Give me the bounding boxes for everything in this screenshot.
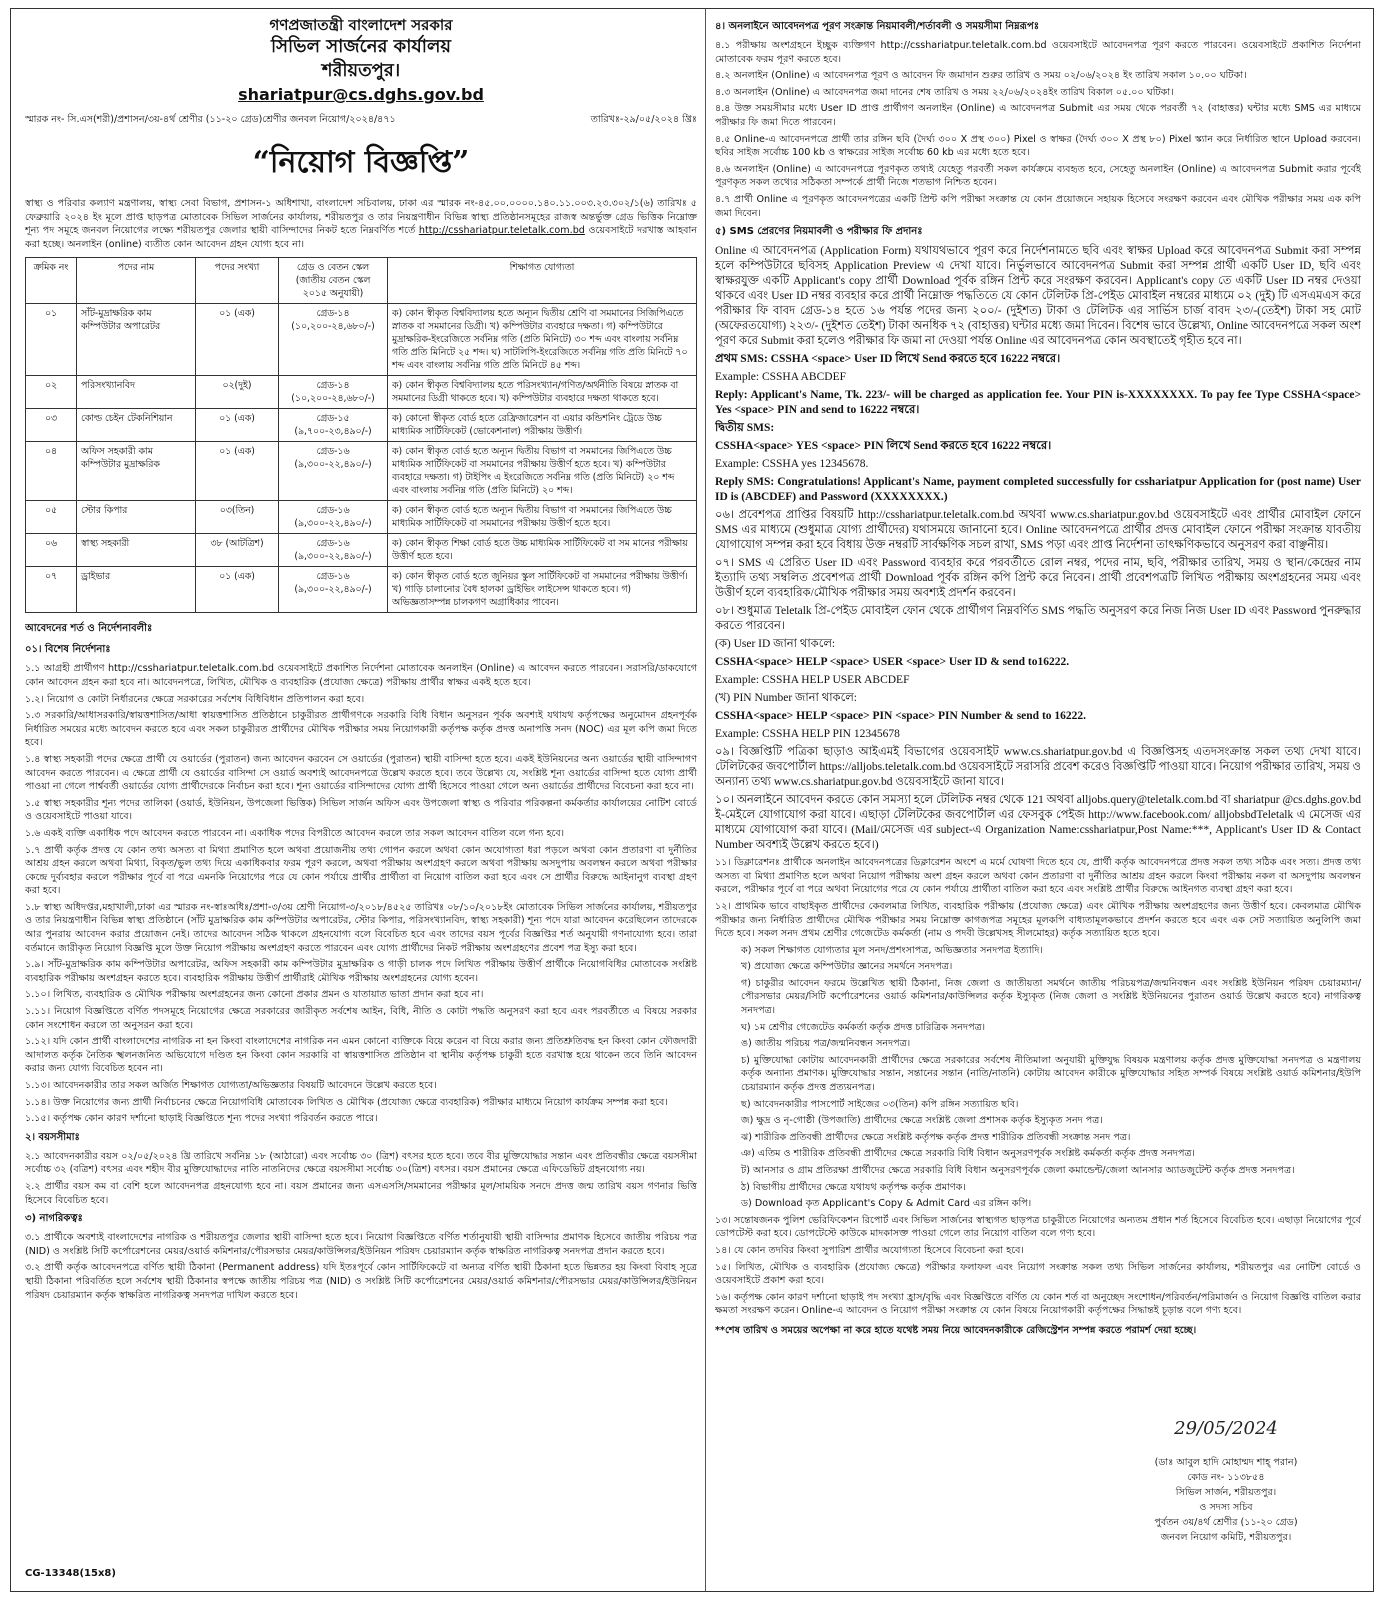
post-cell: পরিসংখ্যানবিদ: [77, 376, 196, 409]
grade-text: গ্রেড-১৫: [316, 413, 350, 425]
signatory-role: ও সদস্য সচিব: [1199, 1502, 1253, 1513]
clause-item: ৪.৪ উক্ত সময়সীমার মধ্যে User ID প্রাপ্ত প্রার্থীগণ অনলাইন (Online) এ আবেদনপত্র Submit এর সময় থেকে পরবর্তী ৭২ (বাহাত্তর) ঘন্টার মধ্যে SMS এর মাধ্যমে পরীক্ষার ফি জমা দিতে পারবেন।: [715, 103, 1361, 128]
section12-list: [715, 944, 1361, 1211]
section8: ০৮। শুধুমাত্র Teletalk প্রি-পেইড মোবাইল ফোন থেকে প্রার্থীগণ নিম্নবর্ণিত SMS পদ্ধতি অনুসরণ করে নিজ নিজ User ID এবং Password পুনরুদ্ধার করতে পারবেন।: [715, 605, 1361, 633]
col-sl: ক্রমিক নং: [26, 258, 77, 304]
left-column: [25, 15, 697, 1585]
office-name: সিভিল সার্জনের কার্যালয়: [270, 36, 452, 57]
col-post: পদের নাম: [77, 258, 196, 304]
grade-text: গ্রেড-১৪: [316, 380, 350, 392]
grade-text: গ্রেড-১৪: [316, 308, 350, 320]
scale-text: (৯,৩০০-২২,৪৯০/-): [294, 459, 372, 471]
sms2-reply: Reply SMS: Congratulations! Applicant's Name, payment completed successfully for csshariatpur Application for (post name) User ID is (ABCDEF) and Password (XXXXXXXX.): [715, 476, 1361, 504]
section8-kha: (খ) PIN Number জানা থাকলে:: [715, 692, 857, 705]
intro-paragraph: স্বাস্থ্য ও পরিবার কল্যাণ মন্ত্রণালয়, স্বাস্থ্য সেবা বিভাগ, প্রশাসন-১ অধিশাখা, বাংলাদেশ সচিবালয়, ঢাকা এর স্মারক নং-৪৫.০০.০০০০.১৪০.১১.০০৩.২৩.৩০২/১(৬) তারিখঃ ৫ ফেব্রুয়ারি ২০২৪ ইং মূলে প্রাপ্ত ছাড়পত্র মোতাবেক সিভিল সার্জনের কার্যালয়, শরীয়তপুর ও তার নিয়ন্ত্রণাধীন বিভিন্ন স্বাস্থ্য প্রতিষ্ঠানসমূহের রাজস্ব অন্তর্ভুক্ত গ্রেড ভিত্তিক নিম্নোক্ত শূন্য পদ সমূহে জনবল নিয়োগের লক্ষ্যে শরীয়তপুর জেলার স্থায়ী বাসিন্দাদের নিকট হতে নিম্নবর্ণিত শর্তে http://csshariatpur.teletalk.com.bd ওয়েবসাইটে দরখাস্ত আহবান করা হচ্ছে। অনলাইন (online) ব্যতীত কোন আবেদন গ্রহন যোগ্য হবে না।: [25, 198, 697, 250]
document-item: চ) মুক্তিযোদ্ধা কোটায় আবেদনকারী প্রার্থীদের ক্ষেত্রে সরকারের সর্বশেষ নীতিমালা অনুযায়ী মুক্তিযুদ্ধ বিষয়ক মন্ত্রণালয় কর্তৃক প্রদত্ত মুক্তিযোদ্ধা সনদপত্র ও মন্ত্রণালয় কর্তৃক অন্যান্য প্রমাণক। মুক্তিযোদ্ধার সন্তান, সন্তানের সন্তান (নাতি/নাতনি) কোটায় আবেদন কারীকে মুক্তিযোদ্ধার সহিত সম্পর্ক বিষয়ে সংশ্লিষ্ট ওয়ার্ড কমিশনার/ইউপি চেয়ারম্যান কর্তৃক প্রদত্ত প্রত্যয়নপত্র।: [741, 1054, 1361, 1094]
sms2-heading: দ্বিতীয় SMS:: [715, 422, 775, 435]
section3-heading: ৩) নাগরিকত্বঃ: [25, 1213, 83, 1225]
document-item: ট) আনসার ও গ্রাম প্রতিরক্ষা প্রার্থীদের ক্ষেত্রে সরকারি বিধি বিধান অনুসরণপূর্বক জেলা কমান্ডেন্ট/জেলা আনসার অ্যাডজুটেন্ট কর্তৃক প্রদত্ত সনদপত্র।: [741, 1165, 1295, 1176]
qualification-cell: ক) কোন স্বীকৃত শিক্ষা বোর্ড হতে উচ্চ মাধ্যমিক সার্টিফিকেট বা সম মানের পরীক্ষায় উত্তীর্ণ হতে হবে।: [388, 534, 697, 567]
grade-cell: [279, 376, 388, 409]
section1-list: [25, 662, 697, 1125]
document-item: ঝ) শারীরিক প্রতিবন্ধী প্রার্থীদের ক্ষেত্রে সংশ্লিষ্ট কর্তৃপক্ষ কর্তৃক প্রদত্ত শারীরিক প্রতিবন্ধী সংক্রান্ত সনদ পত্র।: [741, 1131, 1131, 1143]
col-count: পদের সংখ্যা: [196, 258, 279, 304]
vacancy-table: [25, 257, 697, 613]
grade-text: গ্রেড-১৬: [316, 571, 350, 583]
document-item: ঘ) ১ম শ্রেণীর গেজেটেড কর্মকর্তা কর্তৃক প্রদত্ত চারিত্রিক সনদপত্র।: [741, 1021, 986, 1033]
post-cell: অফিস সহকারী কাম কম্পিউটার মুদ্রাক্ষরিক: [77, 442, 196, 501]
document-item: ঠ) বিভাগীয় প্রার্থীদের ক্ষেত্রে যথাযথ কর্তৃপক্ষ কর্তৃক প্রমাণক।: [741, 1181, 966, 1193]
qualification-cell: ক) কোন স্বীকৃত বোর্ড হতে জুনিয়র স্কুল সার্টিফিকেট বা সমমানের পরীক্ষায় উত্তীর্ণ। খ) গাড়ি চালানোর বৈধ হালকা ড্রাইভিং লাইসেন্স থাকতে হবে। গ) অভিজ্ঞতাসম্পন্ন চালকগণ অগ্রাধিকার পাবেন।: [388, 567, 697, 613]
memo-number: স্মারক নং- সি.এস(শরী)/প্রশাসন/৩য়-৪র্থ শ্রেণীর (১১-২০ গ্রেড)শ্রেণীর জনবল নিয়োগ/২০২৪/৪৭১: [25, 114, 396, 125]
scale-text: (১০,২০০-২৪,৬৮০/-): [291, 321, 375, 333]
section4-heading: ৪। অনলাইনে আবেদনপত্র পূরণ সংক্রান্ত নিয়মাবলী/শর্তাবলী ও সময়সীমা নিম্নরূপঃ: [715, 21, 1040, 32]
committee-line2: জনবল নিয়োগ কমিটি, শরীয়তপুর।: [1160, 1532, 1292, 1543]
deadline-note: **শেষ তারিখ ও সময়ের অপেক্ষা না করে হাতে যথেষ্ট সময় নিয়ে আবেদনকারীকে রেজিস্ট্রেশন সম্পন্ন করতে পরামর্শ দেয়া হচ্ছে।: [715, 1324, 1197, 1336]
clause-item: ৪.৫ Online-এ আবেদনপত্রে প্রার্থী তার রঙ্গিন ছবি (দৈর্ঘ্য ৩০০ X প্রস্থ ৩০০) Pixel ও স্বাক্ষর (দৈর্ঘ্য ৩০০ X প্রস্থ ৮০) Pixel স্ক্যান করে নির্ধারিত স্থানে Upload করবেন। ছবির সাইজ সর্বোচ্চ 100 kb ও স্বাক্ষরের সাইজ সর্বোচ্চ 60 kb এর মধ্যে হতে হবে।: [715, 133, 1361, 159]
section1-heading: ০১। বিশেষ নির্দেশনাঃ: [25, 644, 111, 656]
grade-text: গ্রেড-১৬: [316, 505, 350, 517]
sms1-heading: প্রথম SMS: CSSHA <space> User ID লিখে Send করতে হবে 16222 নম্বরে।: [715, 353, 1061, 366]
clause-item: ১.৫ স্বাস্থ্য সহকারীর শূন্য পদের তালিকা (ওয়ার্ড, ইউনিয়ন, উপজেলা ভিত্তিক) সিভিল সার্জন অফিস এবং উপজেলা স্বাস্থ্য ও পরিবার পরিকল্পনা কর্মকর্তার কার্যালয়ের নোটিশ বোর্ডে ও ওয়েবসাইটে পাওয়া যাবে।: [25, 797, 697, 823]
clause-item: ২.২ প্রার্থীর বয়স কম বা বেশি হলে আবেদনপত্র গ্রহনযোগ্য হবে না। বয়স প্রমানের জন্য এসএসসি/সমমানের পরীক্ষার মূল/সাময়িক সনদে প্রদত্ত জন্ম তারিখ বয়স গণনার ভিত্তি হিসেবে বিবেচিত হবে।: [25, 1180, 697, 1206]
section8-ka-line: CSSHA<space> HELP <space> USER <space> User ID & send to16222.: [715, 656, 1070, 669]
count-cell: ০২(দুই): [196, 376, 279, 409]
clause-item: ৪.৭ প্রার্থী Online এ পূরণকৃত আবেদনপত্রের একটি প্রিন্ট কপি পরীক্ষা সংক্রান্ত যে কোন প্রয়োজনে সহায়ক হিসেবে সংরক্ষণ করবেন এবং মৌখিক পরীক্ষার সময় এক কপি জমা দিবেন।: [715, 193, 1361, 219]
qualification-cell: ক) কোন স্বীকৃত বিশ্ববিদ্যালয় হতে পরিসংখ্যান/গণিত/অর্থনীতি বিষয়ে স্নাতক বা সমমানের ডিগ্রী থাকতে হবে। খ) কম্পিউটার ব্যবহারে দক্ষতা থাকতে হবে।: [388, 376, 697, 409]
scale-text: (৯,৩০০-২২,৪৯০/-): [294, 551, 372, 563]
section3-list: [25, 1231, 697, 1302]
sl-cell: ০১: [26, 304, 77, 376]
clause-item: ৩.২ প্রার্থী কর্তৃক আবেদনপত্রে বর্ণিত স্থায়ী ঠিকানা (Permanent address) যদি ইতঃপূর্বে কোন সার্টিফিকেটে বা অন্যত্র বর্ণিত স্থায়ী ঠিকানা হতে ভিন্নতর হয় কিংবা বিবাহ সূত্রে স্থায়ী ঠিকানা পরিবর্তিত হলে সর্বশেষ স্থায়ী ঠিকানার স্বপক্ষে জাতীয় পরিচয় পত্র (NID) ও সংশ্লিষ্ট সিটি কর্পোরেশনের মেয়র/ওয়ার্ড কমিশনার/পৌরসভার মেয়র/কাউন্সিলর/ইউনিয়ন পরিষদ চেয়ারম্যান কর্তৃক স্বাক্ষরিত নাগরিকত্ব সনদপত্র দাখিল করতে হবে।: [25, 1262, 697, 1301]
sl-cell: ০৩: [26, 409, 77, 442]
document-item: ঙ) জাতীয় পরিচয় পত্র/জন্মনিবন্ধন সনদপত্র।: [741, 1038, 911, 1050]
section7: ০৭। SMS এ প্রেরিত User ID এবং Password ব্যবহার করে পরবর্তীতে রোল নম্বর, পদের নাম, ছবি, পরীক্ষার তারিখ, সময় ও স্থান/কেন্দ্রের নাম ইত্যাদি তথ্য সম্বলিত প্রবেশপত্র প্রার্থী Download পূর্বক রঙ্গিন কপি প্রিন্ট করে নিবেন। প্রার্থী প্রবেশপত্রটি লিখিত পরীক্ষায় অংশগ্রহনের সময় এবং উত্তীর্ণ হলে ব্যবহারিক/মৌখিক পরীক্ষার সময় অবশ্যই প্রদর্শন করবেন।: [715, 557, 1361, 600]
document-item: ছ) আবেদনকারীর পাসপোর্ট সাইজের ০৩(তিন) কপি রঙ্গিন সত্যায়িত ছবি।: [741, 1098, 1019, 1110]
table-row: [26, 534, 697, 567]
table-row: [26, 442, 697, 501]
clause-item: ২.১ আবেদনকারীর বয়স ০২/০৫/২০২৪ খ্রি তারিখে সর্বনিম্ন ১৮ (আঠারো) এবং সর্বোচ্চ ৩০ (ত্রিশ) বৎসর হতে হবে। তবে বীর মুক্তিযোদ্ধার সন্তান এবং প্রতিবন্ধীর ক্ষেত্রে বয়সসীমা সর্বোচ্চ ৩২ (বত্রিশ) বৎসর এবং শহীদ বীর মুক্তিযোদ্ধাদের নাতি নাতনিদের ক্ষেত্রে বয়সসীমা সর্বোচ্চ ৩০(ত্রিশ) বৎসর। বয়স প্রমানের ক্ষেত্রে এফিডেভিট গ্রহনযোগ্য নয়।: [25, 1150, 697, 1176]
sms-instructions: Online এ আবেদনপত্র (Application Form) যথাযথভাবে পূরণ করে নির্দেশনামতে ছবি এবং স্বাক্ষর Upload করে আবেদনপত্র Submit করা সম্পন্ন হলে কম্পিউটারে ছবিসহ Application Preview এ দেখা যাবে। নির্ভুলভাবে আবেদনপত্র Submit করা সম্পন্ন প্রার্থী একটি User ID, ছবি এবং স্বাক্ষরযুক্ত একটি Applicant's copy প্রার্থী Download পূর্বক রঙ্গিন প্রিন্ট করে সংরক্ষণ করবেন। Applicant's copy তে একটি User ID নম্বর দেওয়া থাকবে এবং User ID নম্বর ব্যবহার করে প্রার্থী নিম্নোক্ত পদ্ধতিতে যে কোন টেলিটক প্রি-পেইড মোবাইল নম্বরের মাধ্যমে ০২ (দুই) টি এসএমএস করে পরীক্ষার ফি বাবদ গ্রেড-১৪ হতে ১৬ পর্যন্ত পদের জন্য ২০০/- (দুইশত) টাকা ও টেলিটক এর সার্ভিস চার্জ বাবদ ২৩/-(তেইশ) টাকা সহ মোট (অফেরতযোগ্য) ২২৩/- (দুইশত তেইশ) টাকা অনধিক ৭২ (বাহাত্তর) ঘন্টার মধ্যে জমা দিবেন। বিশেষ ভাবে উল্লেখ্য, Online আবেদনপত্রে সকল অংশ পূরণ করে Submit করা হলেও পরীক্ষার ফি জমা না দেওয়া পর্যন্ত Online এর আবেদনপত্র কোন অবস্থাতেই গৃহীত হবে না।: [715, 245, 1361, 348]
post-cell: স্বাস্থ্য সহকারী: [77, 534, 196, 567]
section8-ka: (ক) User ID জানা থাকলে:: [715, 638, 836, 651]
clause-item: ১.১২। যদি কোন প্রার্থী বাংলাদেশের নাগরিক না হন কিংবা বাংলাদেশের নাগরিক নন এমন কোনো ব্যক্তিকে বিয়ে করেন বা বিয়ে করার জন্য প্রতিশ্রুতিবদ্ধ হন কিংবা কোন ফৌজদারী আদালত কর্তৃক নৈতিক স্খলনজনিত অভিযোগে দণ্ডিত হন কিংবা কোন সরকারি বা স্বায়ত্তশাসিত প্রতিষ্ঠান বা স্থানীয় কর্তৃপক্ষ চাকুরী হতে বরখাস্ত হয়ে থাকেন তবে তিনি আবেদন করার জন্য যোগ্য বিবেচিত হবেন না।: [25, 1036, 697, 1075]
signatory-code: কোড নং- ১১৩৮৫৪: [1187, 1472, 1265, 1483]
office-email: shariatpur@cs.dghs.gov.bd: [238, 85, 484, 104]
section8-kha-line: CSSHA<space> HELP <space> PIN <space> PIN Number & send to 16222.: [715, 710, 1087, 723]
table-header-row: [26, 258, 697, 304]
sms1-example: Example: CSSHA ABCDEF: [715, 371, 846, 384]
section2-list: [25, 1150, 697, 1207]
count-cell: ৩৮ (আটত্রিশ): [196, 534, 279, 567]
document-item: জ) ক্ষুদ্র ও নৃ-গোষ্ঠী (উপজাতি) প্রার্থীদের ক্ষেত্রে সংশ্লিষ্ট জেলা প্রশাসক কর্তৃক ইস্যুকৃত সনদ পত্র।: [741, 1115, 1103, 1127]
section12: ১২। প্রাথমিক ভাবে বাছাইকৃত প্রার্থীদের কেবলমাত্র লিখিত, ব্যবহারিক পরীক্ষায় (প্রযোজ্য ক্ষেত্রে) এবং মৌখিক পরীক্ষায় অংশগ্রহণের জন্য উত্তীর্ণ হবে। কেবলমাত্র মৌখিক পরীক্ষার জন্য নির্ধারিত প্রার্থীদের মৌখিক পরীক্ষার সময় নিম্নোক্ত কাগজপত্র সমূহের মূলকপি বাধ্যতামূলকভাবে প্রদর্শন করতে হবে এবং এক সেট সত্যায়িত অনুলিপি জমা দিতে হবে। সকল সনদ প্রথম শ্রেণীর গেজেটেড কর্মকর্তা (নাম ও পদবী উল্লেখসহ সীলমোহর) কর্তৃক সত্যায়িত হতে হবে।: [715, 900, 1361, 940]
section14: ১৪। যে কোন তদবির কিংবা সুপারিশ প্রার্থীর অযোগ্যতা হিসেবে বিবেচনা করা হবে।: [715, 1244, 1024, 1256]
clause-item: ১.১৩। আবেদনকারীর তার সকল অর্জিত শিক্ষাগত যোগ্যতা/অভিজ্ঞতার বিষয়টি আবেদনে উল্লেখ করতে হবে।: [25, 1080, 437, 1091]
clause-item: ১.২। নিয়োগ ও কোটা নির্ধারনের ক্ষেত্রে সরকারের সর্বশেষ বিধিবিধান প্রতিপালন করা হবে।: [25, 693, 365, 705]
grade-cell: [279, 442, 388, 501]
count-cell: ০১ (এক): [196, 304, 279, 376]
clause-item: ১.৩ সরকারি/আধাসরকারি/স্বায়ত্তশাসিত/আধা স্বায়ত্তশাসিত প্রতিষ্ঠানে চাকুরীরত প্রার্থীগণকে সরকারি বিধি বিধান অনুসরন পূর্বক অবশ্যই যথাযথ কর্তৃপক্ষের অনুমোদন গ্রহনপূর্বক নির্ধারিত সময়ের মধ্যে আবেদন করতে হবে এবং সকল চাকুরীরত প্রার্থীদের মৌখিক পরীক্ষার সময় নিয়োগকারী কর্তৃপক্ষ কর্তৃক প্রদত্ত অনাপত্তি সনদ (NOC) এর মূল কপি জমা দিতে হবে।: [25, 710, 697, 749]
count-cell: ০৩(তিন): [196, 501, 279, 534]
clause-item: ১.৯। সাঁট-মুদ্রাক্ষরিক কাম কম্পিউটার অপারেটর, অফিস সহকারী কাম কম্পিউটার মুদ্রাক্ষরিক ও গাড়ী চালক পদে লিখিত পরীক্ষায় উত্তীর্ণ প্রার্থীকে নিয়োগবিধির মোতাবেক সংশ্লিষ্ট ব্যবহারিক পরীক্ষায় অংশগ্রহন করতে হবে। ব্যবহারিক পরীক্ষায় উত্তীর্ণ প্রার্থীরাই মৌখিক পরীক্ষায় অংশগ্রহনের যোগ্য হবেন।: [25, 959, 697, 984]
section4-list: [715, 39, 1361, 220]
notice-title: “নিয়োগ বিজ্ঞপ্তি”: [252, 145, 470, 180]
post-cell: সাঁট-মুদ্রাক্ষরিক কাম কম্পিউটার অপারেটর: [77, 304, 196, 376]
signatory-title: সিভিল সার্জন, শরীয়তপুর।: [1175, 1487, 1277, 1498]
qualification-cell: ক) কোন স্বীকৃত বোর্ড হতে অন্যূন দ্বিতীয় বিভাগ বা সমমানের জিপিএতে উচ্চ মাধ্যমিক সার্টিফিকেট বা সমমানের পরীক্ষায় উত্তীর্ণ হতে হবে।: [388, 501, 697, 534]
grade-cell: [279, 409, 388, 442]
sl-cell: ০৭: [26, 567, 77, 613]
col-grade: গ্রেড ও বেতন স্কেল (জাতীয় বেতন স্কেল ২০১৫ অনুযায়ী): [279, 258, 388, 304]
clause-item: ১.১৪। উক্ত নিয়োগের জন্য প্রার্থী নির্বাচনের ক্ষেত্রে নিয়োগবিধি মোতাবেক লিখিত ও মৌখিক (প্রযোজ্য ক্ষেত্রে ব্যবহারিক) পরীক্ষার মাধ্যমে নিয়োগ কার্যক্রম সম্পন্ন করা হবে।: [25, 1096, 668, 1108]
sl-cell: ০২: [26, 376, 77, 409]
clause-item: ৪.৬ অনলাইন (Online) এ আবেদনপত্রে পূরণকৃত তথ্যই যেহেতু পরবর্তী সকল কার্যক্রমে ব্যবহৃত হবে, সেহেতু অনলাইন (Online) এ আবেদনপত্র Submit করার পূর্বেই পূরণকৃত সকল তথ্যের সঠিকতা সম্পর্কে প্রার্থী নিজে শতভাগ নিশ্চিত হবেন।: [715, 163, 1361, 189]
document-item: ড) Download কৃত Applicant's Copy & Admit Card এর রঙ্গিন কপি।: [741, 1198, 1032, 1210]
notice-page: [10, 8, 1374, 1592]
qualification-cell: ক) কোনো স্বীকৃত বোর্ড হতে রেফ্রিজারেশন বা এয়ার কন্ডিশনিং ট্রেডে উচ্চ মাধ্যমিক সার্টিফিকেট (ভোকেশনাল) পরীক্ষায় উত্তীর্ণ।: [388, 409, 697, 442]
column-divider: [705, 9, 706, 1591]
sl-cell: ০৪: [26, 442, 77, 501]
section13: ১৩। সন্তোষজনক পুলিশ ভেরিফিকেশন রিপোর্ট এবং সিভিল সার্জনের স্বাস্থ্যগত ছাড়পত্র চাকুরীতে নিয়োগের অন্যতম প্রধান শর্ত হিসেবে বিবেচিত হবে। এছাড়া নিয়োগের পূর্বে ডোপটেস্ট করা হবে। ডোপটেস্টে কাউকে মাদকাসক্ত পাওয়া গেলে তার নিয়োগ বাতিল বলে গণ্য হবে।: [715, 1214, 1361, 1240]
count-cell: ০১ (এক): [196, 409, 279, 442]
terms-heading: আবেদনের শর্ত ও নির্দেশনাবলীঃ: [25, 623, 153, 635]
section15: ১৫। লিখিত, মৌখিক ও ব্যবহারিক (প্রযোজ্য ক্ষেত্রে) পরীক্ষার ফলাফল এবং নিয়োগ সংক্রান্ত সকল তথ্য সিভিল সার্জনের কার্যালয়, শরীয়তপুর এর নোটিশ বোর্ডে ও ওয়েবসাইটে প্রকাশ করা হবে।: [715, 1261, 1361, 1287]
grade-text: গ্রেড-১৬: [316, 446, 350, 458]
qualification-cell: ক) কোন স্বীকৃত বিশ্ববিদ্যালয় হতে অন্যূন দ্বিতীয় শ্রেণি বা সমমানের সিজিপিএতে স্নাতক বা সমমানের ডিগ্রী। খ) কম্পিউটার ব্যবহারে দক্ষতা। গ) কম্পিউটারে মুদ্রাক্ষরিক-ইংরেজিতে সর্বনিম্ন গতি (প্রতি মিনিটে) ৩০ শব্দ এবং বাংলায় সর্বনিম্ন গতি প্রতি মিনিটে ২৫ শব্দ। ঘ) সাটলিপি-ইংরেজিতে সর্বনিম্ন গতি প্রতি মিনিটে ৭০ শব্দ এবং বাংলায় সর্বনিম্ন গতি প্রতি মিনিটে ৪৫ শব্দ।: [388, 304, 697, 376]
section11: ১১। ডিক্লারেশনঃ প্রার্থীকে অনলাইন আবেদনপত্রের ডিক্লারেশন অংশে এ মর্মে ঘোষণা দিতে হবে যে, প্রার্থী কর্তৃক আবেদনপত্রে প্রদত্ত সকল তথ্য সঠিক এবং সত্য। প্রদত্ত তথ্য অসত্য বা মিথ্যা প্রমাণিত হলে অথবা নিয়োগ পরীক্ষায় অংশ গ্রহন করলে অথবা কোন প্রতারণা বা দুর্নীতির আশ্রয় গ্রহন করলে কিংবা পরীক্ষায় নকল বা অসদুপায় অবলম্বন করলে, পরীক্ষার পূর্বে বা পরে অথবা নিয়োগের পরে যে কোন পর্যায়ে প্রার্থীতা বাতিল করা হবে এবং সংশ্লিষ্ট প্রার্থীর বিরুদ্ধে আইনগত ব্যবস্থা গ্রহণ করা হবে।: [715, 857, 1361, 896]
section16: ১৬। কর্তৃপক্ষ কোন কারণ দর্শানো ছাড়াই পদ সংখ্যা হ্রাস/বৃদ্ধি এবং বিজ্ঞপ্তিতে বর্ণিত যে কোন শর্ত বা অনুচ্ছেদ সংশোধন/পরিবর্তন/পরিমার্জন ও নিয়োগ বিজ্ঞপ্তি বাতিল করার ক্ষমতা সংরক্ষণ করেন। Online-এ আবেদন ও নিয়োগ পরীক্ষা সংক্রান্ত যে কোন বিষয়ে নিয়োগকারী কর্তৃপক্ষের সিদ্ধান্তই চূড়ান্ত বলে গণ্য হবে।: [715, 1291, 1361, 1317]
clause-item: ১.৬ একই ব্যক্তি একাধিক পদে আবেদন করতে পারবেন না। একাধিক পদের বিপরীতে আবেদন করলে তার সকল আবেদন বাতিল বলে গন্য হবে।: [25, 827, 565, 839]
clause-item: ১.১০। লিখিত, ব্যবহারিক ও মৌখিক পরীক্ষায় অংশগ্রহনের জন্য কোনো প্রকার প্রমন ও যাতায়াত ভাতা প্রদান করা হবে না।: [25, 989, 484, 1001]
section6: ০৬। প্রবেশপত্র প্রাপ্তির বিষয়টি http://csshariatpur.teletalk.com.bd অথবা www.cs.shariatpur.gov.bd ওয়েবসাইটে এবং প্রার্থীর মোবাইল ফোনে SMS এর মাধ্যমে (শুধুমাত্র যোগ্য প্রার্থীদের) যথাসময়ে জানানো হবে। Online আবেদনপত্রে প্রার্থীর প্রদত্ত মোবাইল ফোনে পরীক্ষা সংক্রান্ত যাবতীয় যোগাযোগ সম্পন্ন করা হবে বিধায় উক্ত নম্বরটি সার্বক্ষণিক সচল রাখা, SMS পড়া এবং প্রাপ্ত নির্দেশনা তাৎক্ষণিকভাবে অনুসরণ করা বাঞ্ছনীয়।: [715, 509, 1361, 552]
document-item: ঞ) এতিম ও শারীরিক প্রতিবন্ধী প্রার্থীদের ক্ষেত্রে সরকারি বিধি বিধান অনুসরণপূর্বক সংশ্লিষ্ট কর্মকর্তা কর্তৃক প্রদত্ত সনদপত্র।: [741, 1148, 1195, 1160]
count-cell: ০১ (এক): [196, 442, 279, 501]
scale-text: (৯,৭০০-২৩,৪৯০/-): [294, 426, 372, 438]
table-row: [26, 567, 697, 613]
qualification-cell: ক) কোন স্বীকৃত বোর্ড হতে অন্যূন দ্বিতীয় বিভাগ বা সমমানের জিপিএতে উচ্চ মাধ্যমিক সার্টিফিকেট বা সমমানের পরীক্ষায় উত্তীর্ণ হতে হবে। খ) কম্পিউটার ব্যবহারে দক্ষতা। গ) টাইপিং এ ইংরেজিতে সর্বনিম্ন গতি (প্রতি মিনিটে) ২০ শব্দ এবং বাংলায় সর্বনিম্ন গতি (প্রতি মিনিটে) ২০ শব্দ।: [388, 442, 697, 501]
post-cell: কোল্ড চেইন টেকনিশিয়ান: [77, 409, 196, 442]
scale-text: (৯,৩০০-২২,৪৯০/-): [294, 584, 372, 596]
sl-cell: ০৫: [26, 501, 77, 534]
signature-block: [1111, 1418, 1341, 1545]
sl-cell: ০৬: [26, 534, 77, 567]
signatory-name: (ডাঃ আবুল হাদি মোহাম্মদ শাহ্ পরান): [1154, 1457, 1298, 1468]
clause-item: ১.৮ স্বাস্থ্য অধিদপ্তর,মহাখালী,ঢাকা এর স্মারক নং-স্বাঃঅধিঃ/প্রশা-৩/৩য় শ্রেণী নিয়োগ-৩/২০১৮/৪৫২৫ তারিখঃ ০৮/১০/২০১৮ইং মোতাবেক সিভিল সার্জনের কার্যালয়, শরীয়তপুর ও তার নিয়ন্ত্রণাধীন বিভিন্ন স্বাস্থ্য প্রতিষ্ঠানে (সাঁট মুদ্রাক্ষরিক কাম কম্পিউটার অপারেটর, স্টোর কিপার, পরিসংখ্যানবিদ, স্বাস্থ্য সহকারী) শূন্য পদে যারা আবেদন করেছিলেন তাদেরকে আর পুনরায় আবেদন করার প্রয়োজন নেই। তাদের আবেদন সঠিক থাকলে গ্রহনযোগ্য বলে বিবেচিত হবে এবং তাদের বয়স পূর্বের বিজ্ঞপ্তির শর্ত অনুযায়ী গণনাযোগ্য হবে। তারা বর্তমানে জারীকৃত নিয়োগ বিজ্ঞপ্তি মূলে উক্ত নিয়োগ পরীক্ষায় অংশগ্রহণ করতে পারবেন এবং যোগ্য প্রার্থীদের নিকট পরীক্ষায় অংশগ্রহণের প্রবেশ পত্র ইস্যু করা হবে।: [25, 901, 697, 954]
sms2-example: Example: CSSHA yes 12345678.: [715, 458, 869, 471]
clause-item: ১.৪ স্বাস্থ্য সহকারী পদের ক্ষেত্রে প্রার্থী যে ওয়ার্ডের (পুরাতন) জন্য আবেদন করবেন সে ওয়ার্ডের (পুরাতন) স্থায়ী বাসিন্দা হতে হবে। একই ইউনিয়নের অন্য ওয়ার্ডের স্থায়ী বাসিন্দাগণ আবেদন করতে পারবেন। এ ক্ষেত্রে প্রার্থী যে ওয়ার্ডের বাসিন্দা সে ওয়ার্ড অবশ্যই আবেদনপত্রে উল্লেখ করতে হবে। তবে উল্লেখ্য যে, সংশ্লিষ্ট শূন্য ওয়ার্ডের বাসিন্দা হতে যোগ্য প্রার্থী পাওয়া না গেলে পার্শ্ববর্তী ওয়ার্ডের যোগ্য প্রার্থীদেরকে নির্বাচন করা হবে। শূন্য ওয়ার্ডের বাসিন্দাদের যোগ্য প্রার্থী হিসেবে পাওয়া গেলে অন্য ওয়ার্ডের প্রার্থীদের বিবেচনা করা হবে না।: [25, 753, 697, 793]
right-column: [715, 15, 1361, 1585]
table-row: [26, 376, 697, 409]
sms1-reply: Reply: Applicant's Name, Tk. 223/- will be charged as application fee. Your PIN is-XXXXXXXX. To pay fee Type CSSHA<space> Yes <space> PIN and send to 16222 নম্বরে।: [715, 389, 1361, 417]
post-cell: স্টোর কিপার: [77, 501, 196, 534]
memo-date: তারিখঃ-২৯/০৫/২০২৪ খ্রিঃ: [590, 114, 697, 125]
grade-text: গ্রেড-১৬: [316, 538, 350, 550]
grade-cell: [279, 304, 388, 376]
section8-ka-example: Example: CSSHA HELP USER ABCDEF: [715, 674, 910, 687]
cg-code: CG-13348(15x8): [25, 1568, 116, 1579]
section8-kha-example: Example: CSSHA HELP PIN 12345678: [715, 728, 900, 741]
clause-item: ৪.৩ অনলাইন (Online) এ আবেদনপত্র জমা দানের শেষ তারিখ ও সময় ২২/০৬/২০২৪ইং তারিখ বিকাল ০৫.০০ ঘটিকা।: [715, 86, 1174, 98]
table-row: [26, 304, 697, 376]
document-item: গ) চাকুরীর আবেদন ফরমে উল্লেখিত স্থায়ী ঠিকানা, নিজ জেলা ও জাতীয়তা সমর্থনে জাতীয় পরিচয়পত্র/জন্মনিবন্ধন এবং সংশ্লিষ্ট ইউনিয়ন পরিষদ চেয়ারম্যান/পৌরসভার মেয়র/সিটি কর্পোরেশনের ওয়ার্ড কমিশনার/কাউন্সিলর কর্তৃক ইস্যুকৃত (নিজ জেলা ও সংশ্লিষ্ট ইউনিয়নের পুরাতন ওয়ার্ড উল্লেখ করতে হবে) নাগরিকত্ব সনদপত্র।: [741, 977, 1361, 1017]
col-qualification: শিক্ষাগত যোগ্যতা: [388, 258, 697, 304]
scale-text: (৯,৩০০-২২,৪৯০/-): [294, 518, 372, 530]
committee-line1: পুর্বতন ৩য়/৪র্থ শ্রেণীর (১১-২০ গ্রেড): [1154, 1517, 1298, 1528]
document-item: ক) সকল শিক্ষাগত যোগ্যতার মূল সনদ/প্রশংসাপত্র, অভিজ্ঞতার সনদপত্র ইত্যাদি।: [741, 944, 1043, 956]
grade-cell: [279, 567, 388, 613]
clause-item: ১.১৫। কর্তৃপক্ষ কোন কারণ দর্শানো ছাড়াই বিজ্ঞপ্তিতে শূন্য পদের সংখ্যা পরিবর্তন করতে পারে।: [25, 1113, 378, 1125]
clause-item: ১.১ আগ্রহী প্রার্থীগণ http://csshariatpur.teletalk.com.bd ওয়েবসাইটে প্রকাশিত নির্দেশনা মোতাবেক অনলাইন (Online) এ আবেদন করতে পারবেন। সরাসরি/ডাকযোগে কোন আবেদন গ্রহন করা হবে না। আবেদনপত্রে, লিখিত, মৌখিক ও ব্যবহারিক (প্রযোজ্য ক্ষেত্রে) পরীক্ষায় প্রার্থীর স্বাক্ষর একই হতে হবে।: [25, 663, 697, 688]
section10: ১০। অনলাইনে আবেদন করতে কোন সমস্যা হলে টেলিটক নম্বর থেকে 121 অথবা alljobs.query@teletalk.com.bd বা shariatpur @cs.dghs.gov.bd ই-মেইলে যোগাযোগ করা যাবে। এছাড়া টেলিটকের জবপোর্টাল এর ফেসবুক পেইজ http://www.facebook.com/ alljobsbdTeletalk এ মেসেজ এর মাধ্যমে যোগাযোগ করা যাবে। (Mail/মেসেজ এর subject-এ Organization Name:csshariatpur,Post Name:***, Applicant's User ID & Contact Number অবশ্যই উল্লেখ করতে হবে।): [715, 794, 1361, 852]
scale-text: (১০,২০০-২৪,৬৮০/-): [291, 393, 375, 405]
section9: ০৯। বিজ্ঞপ্তিটি পত্রিকা ছাড়াও আইএমই বিভাগের ওয়েবসাইট www.cs.shariatpur.gov.bd এ বিজ্ঞপ্তিসহ এতদসংক্রান্ত সকল তথ্য দেখা যাবে। টেলিটকের জবপোর্টাল https://alljobs.teletalk.com.bd ওয়েবসাইটে সরাসরি প্রবেশ করেও বিজ্ঞপ্তিটি পাওয়া যাবে। নিয়োগ পরীক্ষার তারিখ, সময় ও অন্যান্য তথ্য www.cs.shariatpur.gov.bd ওয়েবসাইটে জানা যাবে।: [715, 746, 1361, 789]
section5-heading: ৫) SMS প্রেরণের নিয়মাবলী ও পরীক্ষার ফি প্রদানঃ: [715, 226, 923, 238]
grade-cell: [279, 501, 388, 534]
grade-cell: [279, 534, 388, 567]
govt-name: গণপ্রজাতন্ত্রী বাংলাদেশ সরকার: [269, 16, 453, 34]
district-name: শরীয়তপুর।: [321, 60, 401, 81]
clause-item: ১.১১। নিয়োগ বিজ্ঞপ্তিতে বর্ণিত পদসমূহে নিয়োগের ক্ষেত্রে সরকারের জারীকৃত সর্বশেষ আইন, বিধি, নীতি ও কোটা পদ্ধতি অনুসরণ করা হবে এবং পরবর্তীতে এ বিষয়ে সরকার কোন সংশোধন করলে তা অনুসরন করা হবে।: [25, 1006, 697, 1031]
letterhead: [25, 15, 697, 107]
clause-item: ৩.১ প্রার্থীকে অবশ্যই বাংলাদেশের নাগরিক ও শরীয়তপুর জেলার স্থায়ী বাসিন্দা হতে হবে। নিয়োগ বিজ্ঞপ্তিতে বর্ণিত শর্তানুযায়ী স্থায়ী বাসিন্দার প্রমাণক হিসেবে জাতীয় পরিচয় পত্র (NID) ও সংশ্লিষ্ট সিটি কর্পোরেশনের মেয়র/ওয়ার্ড কমিশনার/পৌরসভার মেয়র/কাউন্সিলর/ইউনিয়ন পরিষদ চেয়ারম্যান কর্তৃক স্বাক্ষরিত নাগরিকত্ব সনদপত্র প্রদান করতে হবে।: [25, 1232, 697, 1257]
sms2-line: CSSHA<space> YES <space> PIN লিখে Send করতে হবে 16222 নম্বরে।: [715, 440, 1052, 453]
memo-line: [25, 113, 697, 128]
document-item: খ) প্রযোজ্য ক্ষেত্রে কম্পিউটার জ্ঞানের সমর্থনে সনদপত্র।: [741, 961, 953, 973]
count-cell: ০১ (এক): [196, 567, 279, 613]
intro-link[interactable]: http://csshariatpur.teletalk.com.bd: [418, 225, 585, 237]
section2-heading: ২। বয়সসীমাঃ: [25, 1131, 80, 1143]
post-cell: ড্রাইভার: [77, 567, 196, 613]
clause-item: ৪.২ অনলাইন (Online) এ আবেদনপত্র পূরণ ও আবেদন ফি জমাদান শুরুর তারিখ ও সময় ০২/০৬/২০২৪ ইং তারিখ সকাল ১০.০০ ঘটিকা।: [715, 70, 1247, 82]
clause-item: ৪.১ পরীক্ষায় অংশগ্রহনে ইচ্ছুক ব্যক্তিগণ http://csshariatpur.teletalk.com.bd ওয়েবসাইটে আবেদনপত্র পূরণ করতে পারবেন। ওয়েবসাইটে প্রকাশিত নির্দেশনা মোতাবেক ফরম পূরণ করতে হবে।: [715, 40, 1361, 65]
clause-item: ১.৭ প্রার্থী কর্তৃক প্রদত্ত যে কোন তথ্য অসত্য বা মিথ্যা প্রমাণিত হলে অথবা প্রয়োজনীয় তথ্য গোপন করলে অথবা কোন অযোগ্যতা ধরা পড়লে অথবা কোন প্রতারণা বা দুর্নীতির আশ্রয় গ্রহন করলে অথবা মিথ্যা, বিকৃত/ভুল তথ্য দিয়ে একাধিকবার ফরম পূরণ করলে, অথবা পরীক্ষায় অংশগ্রহণ করলে অথবা পরীক্ষায় অসদুপায় অবলম্বন করলে অথবা পরীক্ষার কেন্দ্রে দুর্ব্যবহার করলে পরীক্ষার পূর্বে বা পরে এমনকি নিয়োগের পরে যে কোন পর্যায়ে প্রার্থীর প্রার্থীতা বা নিয়োগ বাতিল করা হবে এবং সে প্রার্থীর বিরুদ্ধে আইনানুগ ব্যবস্থা গ্রহণ করা হবে।: [25, 844, 697, 897]
table-row: [26, 409, 697, 442]
table-row: [26, 501, 697, 534]
signature-date: 29/05/2024: [1174, 1418, 1278, 1439]
